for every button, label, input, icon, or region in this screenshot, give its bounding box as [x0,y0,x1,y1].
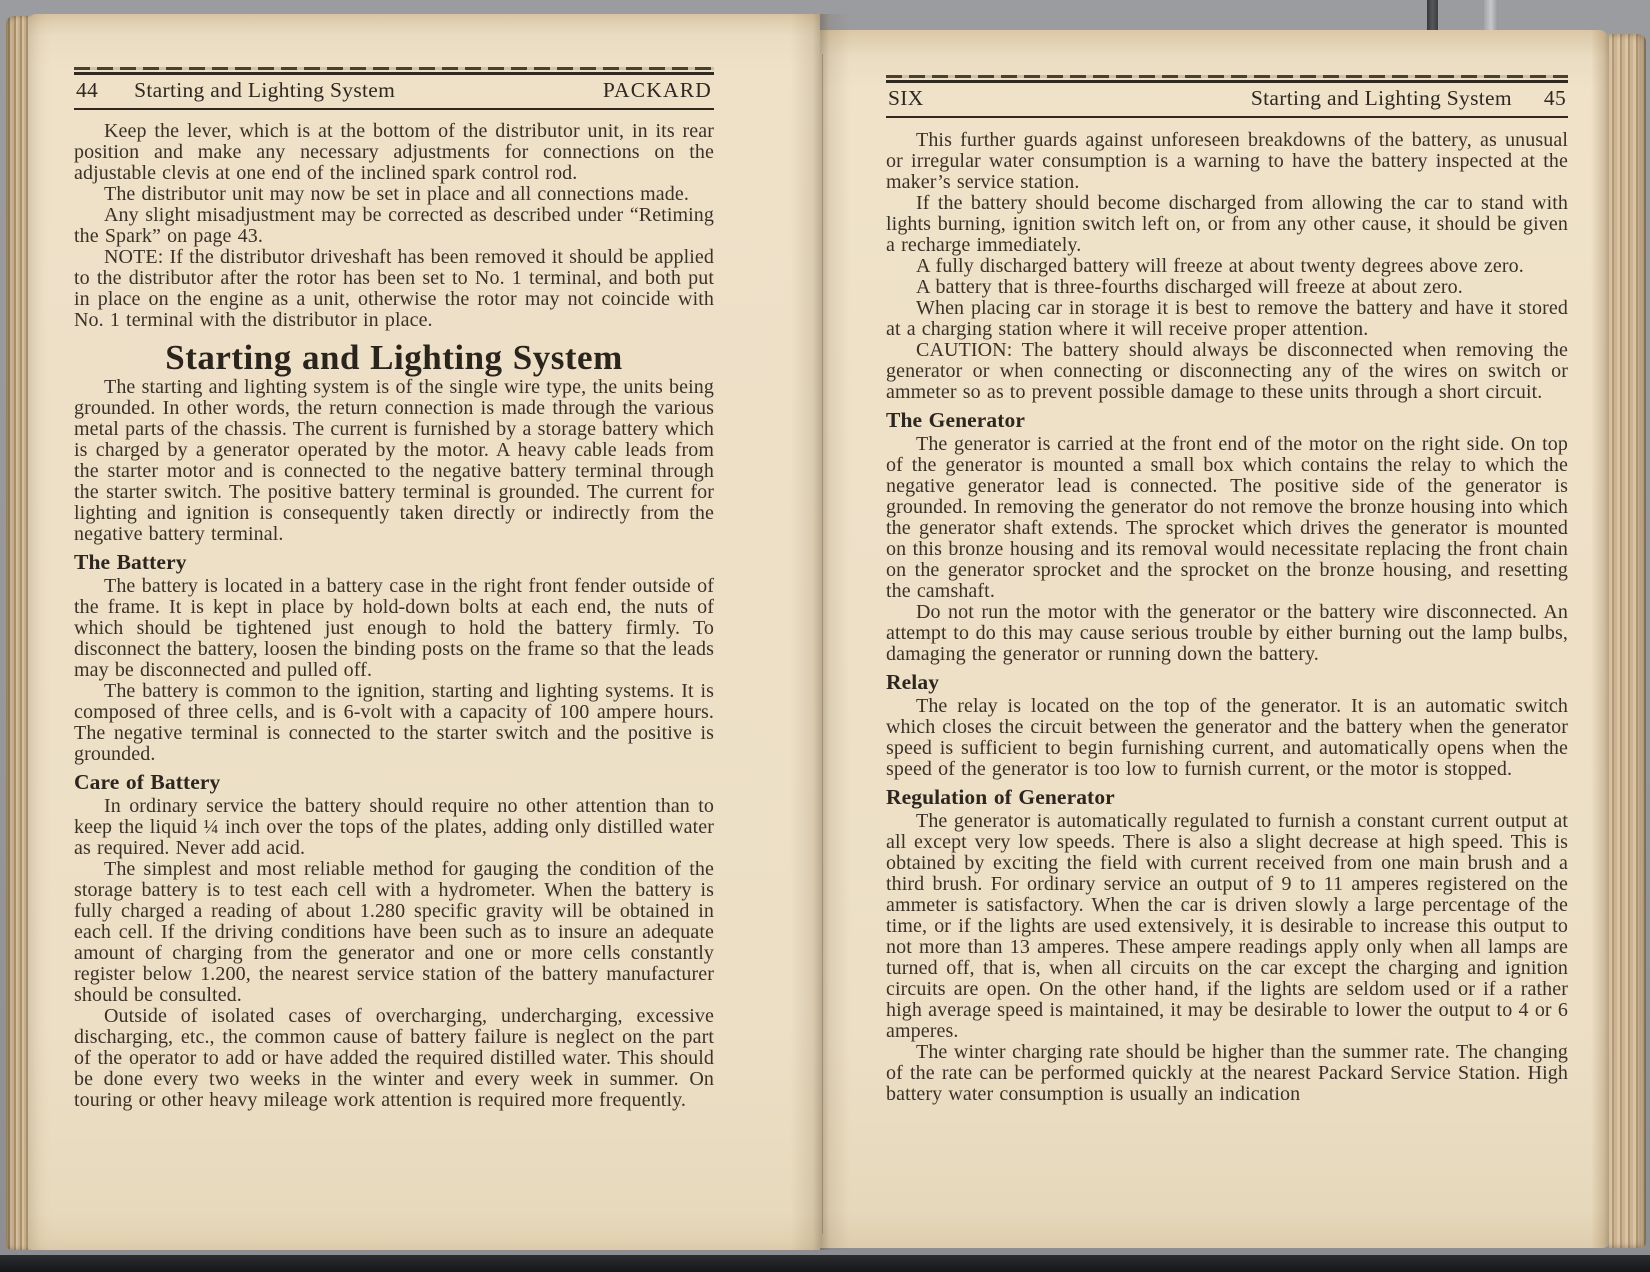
section-heading: Regulation of Generator [886,785,1115,809]
section-heading: The Generator [886,408,1026,432]
paragraph: The battery is common to the ignition, starting and lighting systems. It is composed of three cells, and is 6-volt with a capacity of 100 ampere hours. The negative terminal is connected to the starter switch and the positive is grounded. [74,680,714,765]
paragraph: CAUTION: The battery should always be disconnected when removing the generator or when connecting or disconnecting any of the wires on switch or ammeter so as to prevent possible damage to these units through a short circuit. [886,339,1568,403]
right-page-edge-stack [1609,34,1646,1248]
table-shadow [0,1255,1650,1272]
paragraph: Do not run the motor with the generator or the battery wire disconnected. An attempt to do this may cause serious trouble by either burning out the lamp bulbs, damaging the generator or running down the battery. [886,601,1568,665]
paragraph: The generator is automatically regulated to furnish a constant current output at all except very low speeds. There is also a slight decrease at high speed. This is obtained by exciting the field with current received from one main brush and a third brush. For ordinary service an output of 9 to 11 amperes registered on the ammeter is satisfactory. When the car is driven slowly a large percentage of the time, or if the lights are used extensively, it is desirable to increase this output to not more than 13 amperes. These ampere readings apply only when all lamps are turned off, that is, when all circuits on the car except the charging and ignition circuits are open. On the other hand, if the lights are seldom used or if a rather high average speed is maintained, it may be desirable to lower the output to 4 or 6 amperes. [886,810,1568,1042]
left-page-number: 44 [76,78,99,102]
paragraph: The battery is located in a battery case in the right front fender outside of the frame. It is kept in place by hold-down bolts at each end, the nuts of which should be tightened just enough to hold the battery firmly. To disconnect the battery, loosen the binding posts on the frame so that the leads may be disconnected and pulled off. [74,575,714,681]
left-page-edge-stack [6,16,30,1250]
paragraph: The relay is located on the top of the generator. It is an automatic switch which closes the circuit between the generator and the battery when the generator speed is sufficient to begin furnishing current, and automatically opens when the speed of the generator is too low to furnish current, or the motor is stopped. [886,695,1568,780]
left-header-title: Starting and Lighting System [134,78,396,102]
section-heading: Care of Battery [74,770,221,794]
paragraph: In ordinary service the battery should require no other attention than to keep the liquid ¼ inch over the tops of the plates, adding only distilled water as required. Never add acid. [74,795,714,859]
left-header-brand: PACKARD [602,78,712,102]
paragraph: The generator is carried at the front end of the motor on the right side. On top of the generator is mounted a small box which contains the relay to which the negative generator lead is connected. The positive side of the generator is grounded. In removing the generator do not remove the bronze housing into which the generator shaft extends. The sprocket which drives the generator is mounted on this bronze housing and its removal would necessitate replacing the front chain on the generator sprocket and the sprocket on the bronze housing, and resetting the camshaft. [886,433,1568,602]
paragraph: The simplest and most reliable method for gauging the condition of the storage battery is to test each cell with a hydrometer. When the battery is fully charged a reading of about 1.280 specific gravity will be obtained in each cell. If the driving conditions have been such as to insure an adequate amount of charging from the generator and one or more cells constantly register below 1.200, the nearest service station of the battery manufacturer should be consulted. [74,858,714,1006]
paragraph: Any slight misadjustment may be corrected as described under “Retiming the Spark” on page 43. [74,204,714,247]
paragraph: A battery that is three-fourths discharged will freeze at about zero. [916,276,1463,298]
section-heading: The Battery [74,550,187,574]
paragraph: A fully discharged battery will freeze at about twenty degrees above zero. [916,255,1524,277]
right-header-section: SIX [888,86,924,110]
paragraph: This further guards against unforeseen breakdowns of the battery, as unusual or irregular water consumption is a warning to have the battery inspected at the maker’s service station. [886,129,1568,193]
paragraph: NOTE: If the distributor driveshaft has been removed it should be applied to the distributor after the rotor has been set to No. 1 terminal, and both put in place on the engine as a unit, otherwise the rotor may not coincide with No. 1 terminal with the distributor in place. [74,246,714,331]
left-page-header [74,72,714,110]
right-page-number: 45 [1543,86,1566,110]
paragraph: When placing car in storage it is best to remove the battery and have it stored at a charging station where it will receive proper attention. [886,297,1568,340]
chapter-title: Starting and Lighting System [165,338,623,377]
paragraph: The winter charging rate should be higher than the summer rate. The changing of the rate can be performed quickly at the nearest Packard Service Station. High battery water consumption is usually an indication [886,1041,1568,1105]
paragraph: If the battery should become discharged from allowing the car to stand with lights burning, ignition switch left on, or from any other cause, it should be given a recharge immediately. [886,192,1568,256]
right-page-header [886,80,1568,118]
right-header-title: Starting and Lighting System [1250,86,1512,110]
right-page-body [886,130,1568,1105]
paragraph: The distributor unit may now be set in place and all connections made. [104,183,689,205]
paragraph: Keep the lever, which is at the bottom of the distributor unit, in its rear position and make any necessary adjustments for connections on the adjustable clevis at one end of the inclined spark control rod. [74,120,714,184]
paragraph: The starting and lighting system is of the single wire type, the units being grounded. In other words, the return connection is made through the various metal parts of the chassis. The current is furnished by a storage battery which is charged by a generator operated by the motor. A heavy cable leads from the starter motor and is connected to the negative battery terminal through the starter switch. The positive battery terminal is grounded. The current for lighting and ignition is consequently taken directly or indirectly from the negative battery terminal. [74,376,714,545]
left-page-body [74,121,714,1111]
section-heading: Relay [886,670,940,694]
paragraph: Outside of isolated cases of overcharging, undercharging, excessive discharging, etc., the common cause of battery failure is neglect on the part of the operator to add or have added the required distilled water. This should be done every two weeks in the winter and every week in summer. On touring or other heavy mileage work attention is required more frequently. [74,1005,714,1111]
